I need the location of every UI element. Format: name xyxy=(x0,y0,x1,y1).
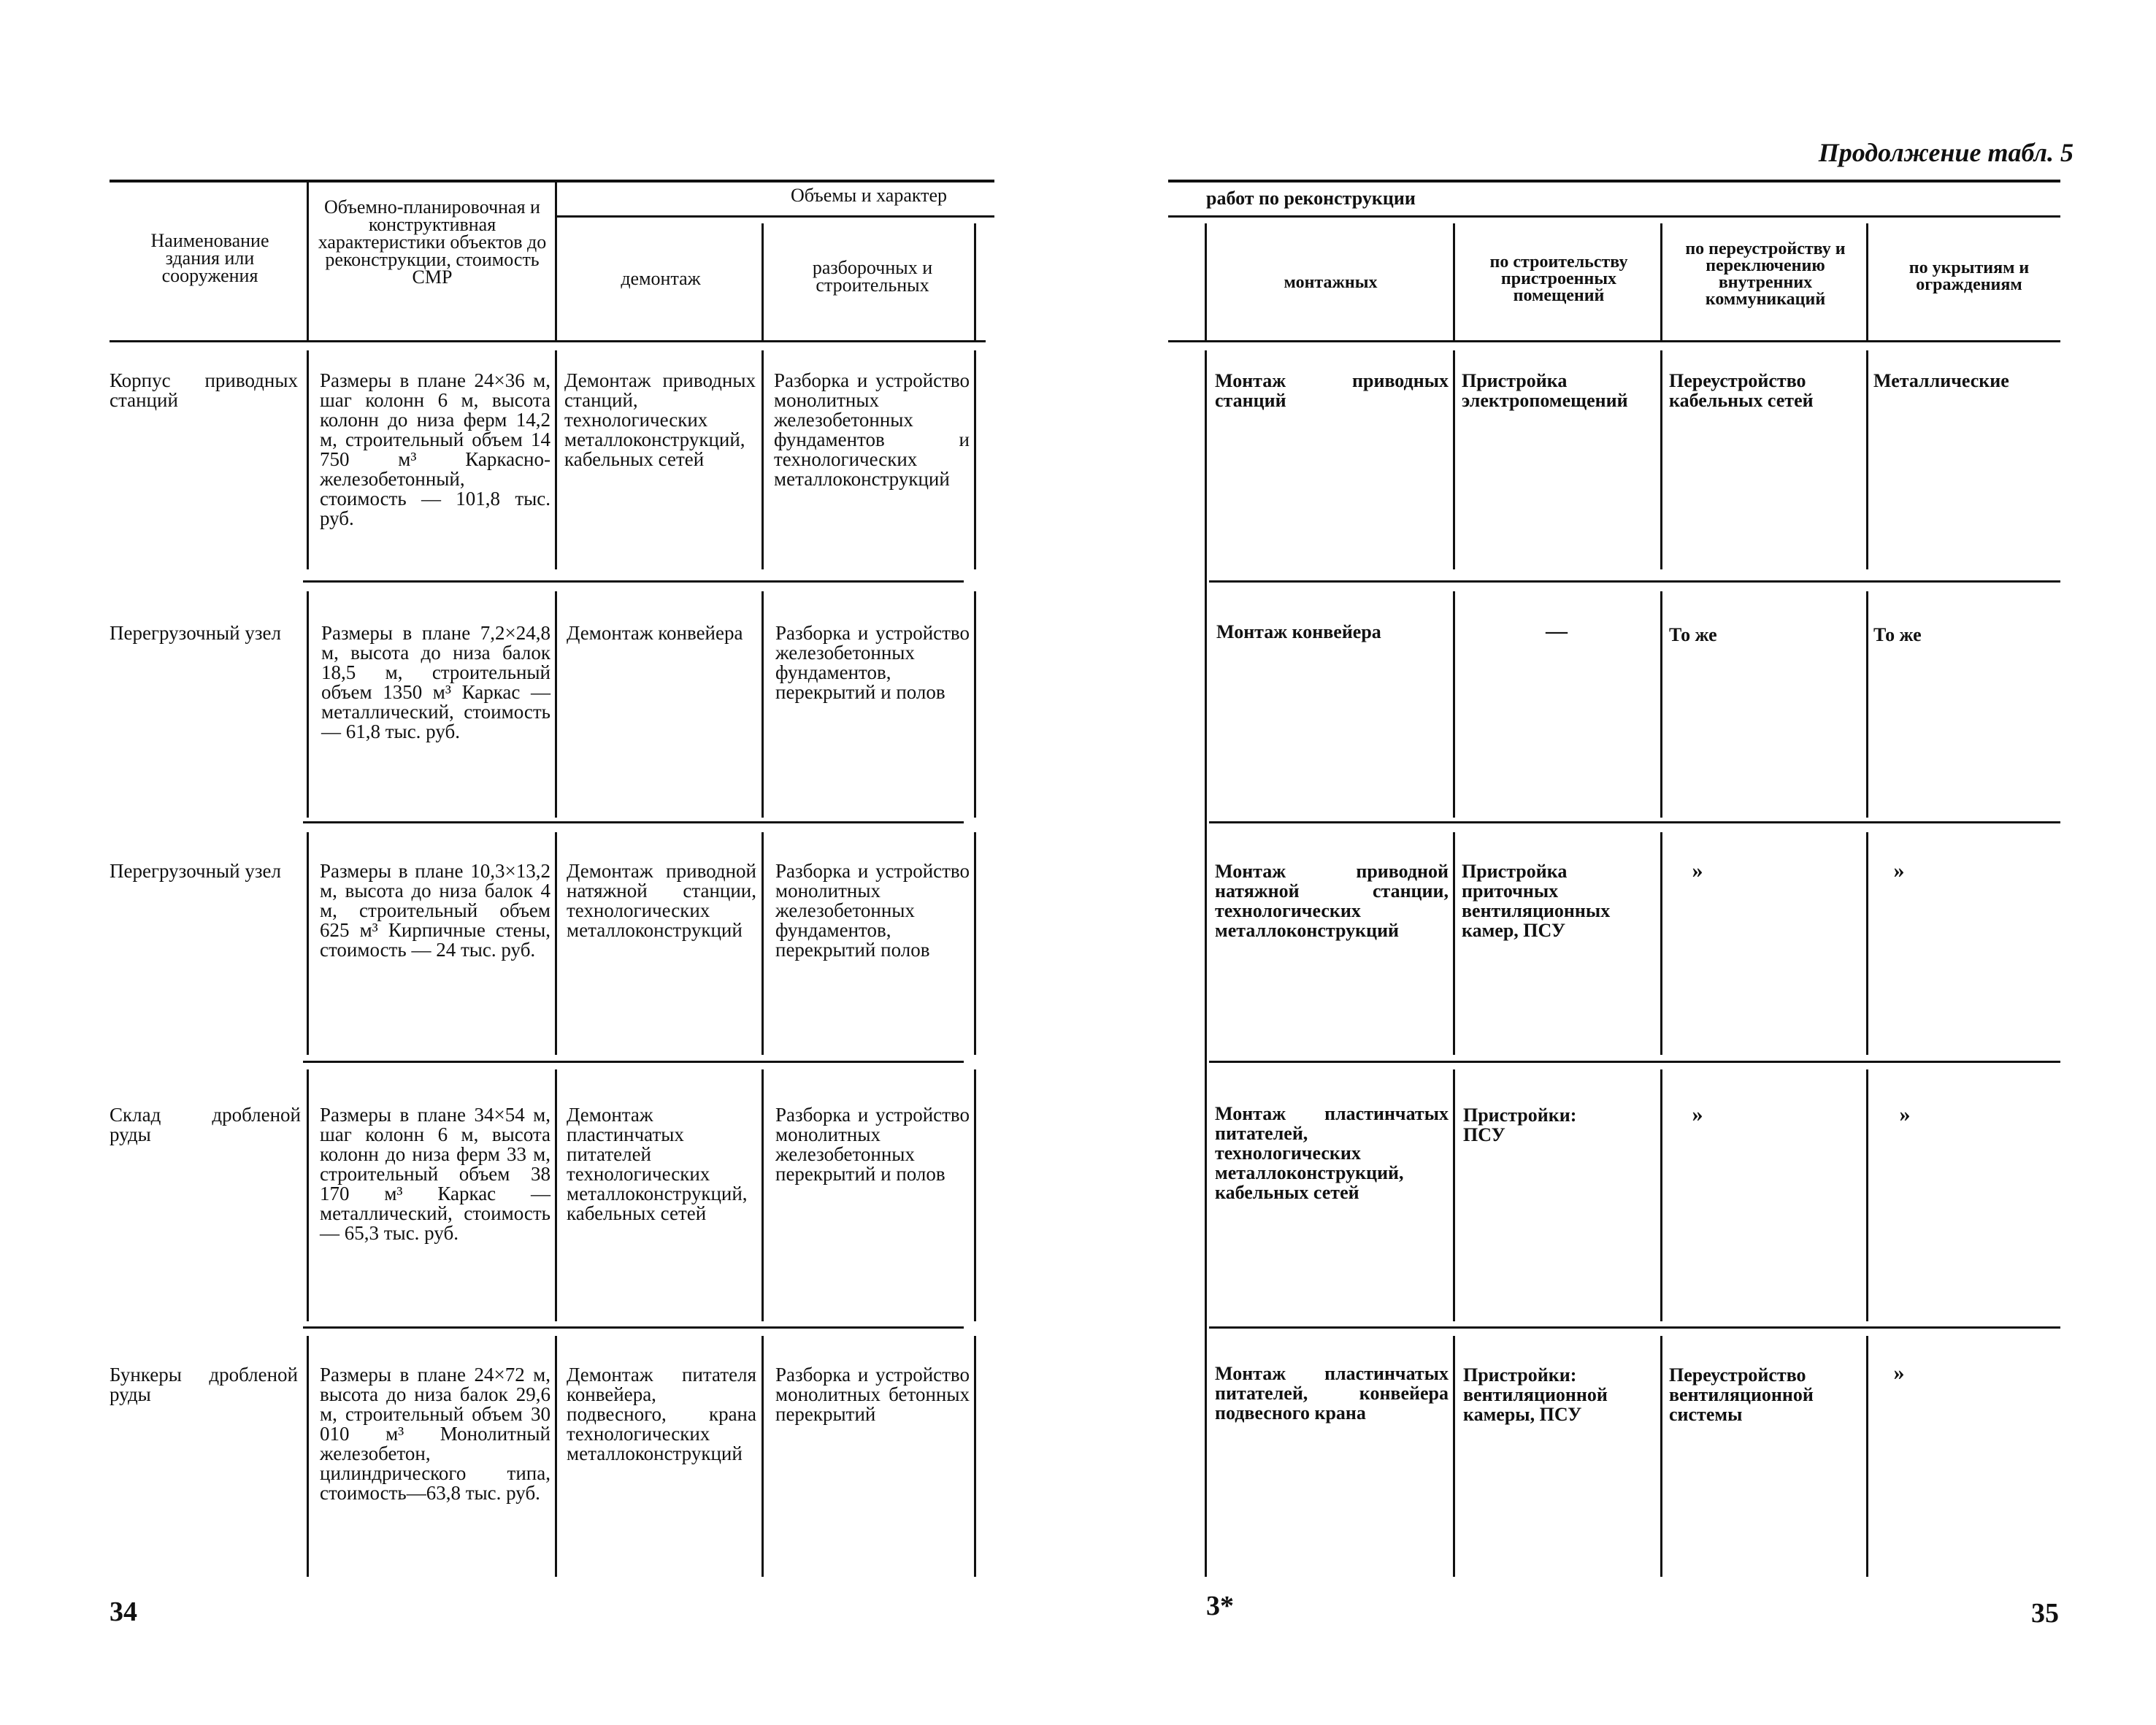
row-1-construction: Разборка и устройство монолитных железобетонных фундаментов и технологических металлоконструкций xyxy=(774,369,970,490)
header-volumes-group: Объемы и характер xyxy=(790,185,948,206)
col-divider xyxy=(555,183,557,340)
row-5-dismantling: Демонтаж питателя конвейера, подвесного, крана технологических металлоконструкций xyxy=(567,1364,756,1464)
header-mounting: монтажных xyxy=(1284,273,1378,292)
row-3-dismantling: Демонтаж приводной натяжной станции, технологических металлоконструкций xyxy=(567,860,756,941)
row-3-characteristic: Размеры в плане 10,3×13,2 м, высота до низа балок 4 м, строительный объем 625 м³ Кирпичные стены, стоимость — 24 тыс. руб. xyxy=(320,860,550,961)
row-1-extensions: Пристройка электропомещений xyxy=(1462,370,1628,411)
row-5-extensions: Пристройки: вентиляционной камеры, ПСУ xyxy=(1463,1364,1608,1425)
row-rule xyxy=(303,821,964,823)
row-2-communications: То же xyxy=(1669,624,1717,645)
row-5-mounting: Монтаж пластинчатых питателей, конвейера подвесного крана xyxy=(1215,1363,1449,1424)
row-4-characteristic: Размеры в плане 34×54 м, шаг колонн 6 м, высота колонн до низа ферм 33 м, строительный объем 38 170 м³ Каркас — металлический, стоимость — 65,3 тыс. руб. xyxy=(320,1104,550,1244)
row-4-extensions: Пристройки: ПСУ xyxy=(1463,1104,1577,1145)
row-5-communications: Переустройство вентиляционной системы xyxy=(1669,1364,1814,1425)
col-divider xyxy=(1866,223,1868,340)
row-rule xyxy=(1209,1326,2060,1329)
page-number-right: 35 xyxy=(2031,1598,2059,1629)
col-divider xyxy=(307,183,309,340)
header-extensions: по строительству пристроенных помещений xyxy=(1489,253,1628,305)
row-rule xyxy=(1209,580,2060,583)
row-3-mounting: Монтаж приводной натяжной станции, технологических металлоконструкций xyxy=(1215,861,1449,941)
row-4-dismantling: Демонтаж пластинчатых питателей технологических металлоконструкций, кабельных сетей xyxy=(567,1104,748,1224)
row-4-mounting: Монтаж пластинчатых питателей, технологических металлоконструкций, кабельных сетей xyxy=(1215,1103,1449,1203)
col-divider xyxy=(1453,223,1455,340)
header-communications: по переустройству и переключению внутренних коммуникаций xyxy=(1685,239,1846,309)
row-1-characteristic: Размеры в плане 24×36 м, шаг колонн 6 м, высота колонн до низа ферм 14,2 м, строительный объем 14 750 м³ Каркасно-железобетонный, стоимость — 101,8 тыс. руб. xyxy=(320,369,550,529)
col-divider xyxy=(761,223,764,340)
row-3-name: Перегрузочный узел xyxy=(110,860,281,882)
row-2-covers: То же xyxy=(1873,624,1922,645)
row-1-communications: Переустройство кабельных сетей xyxy=(1669,370,1814,411)
row-3-covers: » xyxy=(1893,858,1905,883)
header-construction: разборочных и строительных xyxy=(812,257,933,296)
row-2-characteristic: Размеры в плане 7,2×24,8 м, высота до низа балок 18,5 м, строительный объем 1350 м³ Каркас — металлический, стоимость — 61,8 тыс. руб. xyxy=(321,622,550,742)
col-divider xyxy=(1660,223,1662,340)
group-header-rule xyxy=(556,215,994,218)
row-3-extensions: Пристройка приточных вентиляционных камер, ПСУ xyxy=(1462,861,1611,941)
header-covers: по укрытиям и ограждениям xyxy=(1908,258,2030,294)
col-divider xyxy=(974,223,976,340)
row-2-dismantling: Демонтаж конвейера xyxy=(567,622,743,644)
group-header-rule-right xyxy=(1168,215,2060,218)
header-bottom-rule xyxy=(110,340,986,342)
header-name: Наименование здания или сооружения xyxy=(150,230,269,286)
page-number-left: 34 xyxy=(110,1597,137,1627)
row-4-covers: » xyxy=(1899,1102,1911,1126)
row-2-mounting: Монтаж конвейера xyxy=(1216,621,1381,642)
table-top-rule-right xyxy=(1168,180,2060,183)
row-2-name: Перегрузочный узел xyxy=(110,622,281,644)
header-characteristic: Объемно-планировочная и конструктивная характеристики объектов до реконструкции, стоимость СМР xyxy=(318,196,547,288)
row-rule xyxy=(303,1326,964,1329)
header-group: работ по реконструкции xyxy=(1206,188,1416,209)
row-4-name: Склад дробленой руды xyxy=(110,1104,301,1145)
row-5-construction: Разборка и устройство монолитных бетонных перекрытий xyxy=(775,1364,970,1425)
row-rule xyxy=(1209,1061,2060,1063)
row-4-communications: » xyxy=(1692,1102,1703,1126)
row-1-name: Корпус приводных станций xyxy=(110,369,298,411)
row-3-communications: » xyxy=(1692,858,1703,883)
col-divider xyxy=(1205,223,1207,340)
row-1-dismantling: Демонтаж приводных станций, технологических металлоконструкций, кабельных сетей xyxy=(564,369,756,470)
continuation-title: Продолжение табл. 5 xyxy=(1818,138,2073,167)
row-1-mounting: Монтаж приводных станций xyxy=(1215,370,1449,411)
row-2-extensions: — xyxy=(1546,619,1568,643)
row-5-characteristic: Размеры в плане 24×72 м, высота до низа балок 29,6 м, строительный объем 30 010 м³ Монолитный железобетон, цилиндрического типа, стоимость—63,8 тыс. руб. xyxy=(320,1364,550,1504)
row-3-construction: Разборка и устройство монолитных железобетонных фундаментов, перекрытий полов xyxy=(775,860,970,961)
header-dismantling: демонтаж xyxy=(621,268,701,289)
signature-mark: 3* xyxy=(1206,1591,1234,1621)
row-1-covers: Металлические xyxy=(1873,370,2009,391)
row-5-name: Бункеры дробленой руды xyxy=(110,1364,298,1405)
row-5-covers: » xyxy=(1893,1361,1905,1385)
row-rule xyxy=(1209,821,2060,823)
row-2-construction: Разборка и устройство железобетонных фундаментов, перекрытий и полов xyxy=(775,622,970,703)
row-rule xyxy=(303,1061,964,1063)
row-rule xyxy=(303,580,964,583)
table-top-rule xyxy=(110,180,994,183)
header-bottom-rule-right xyxy=(1168,340,2060,342)
row-4-construction: Разборка и устройство монолитных железобетонных перекрытий и полов xyxy=(775,1104,970,1185)
